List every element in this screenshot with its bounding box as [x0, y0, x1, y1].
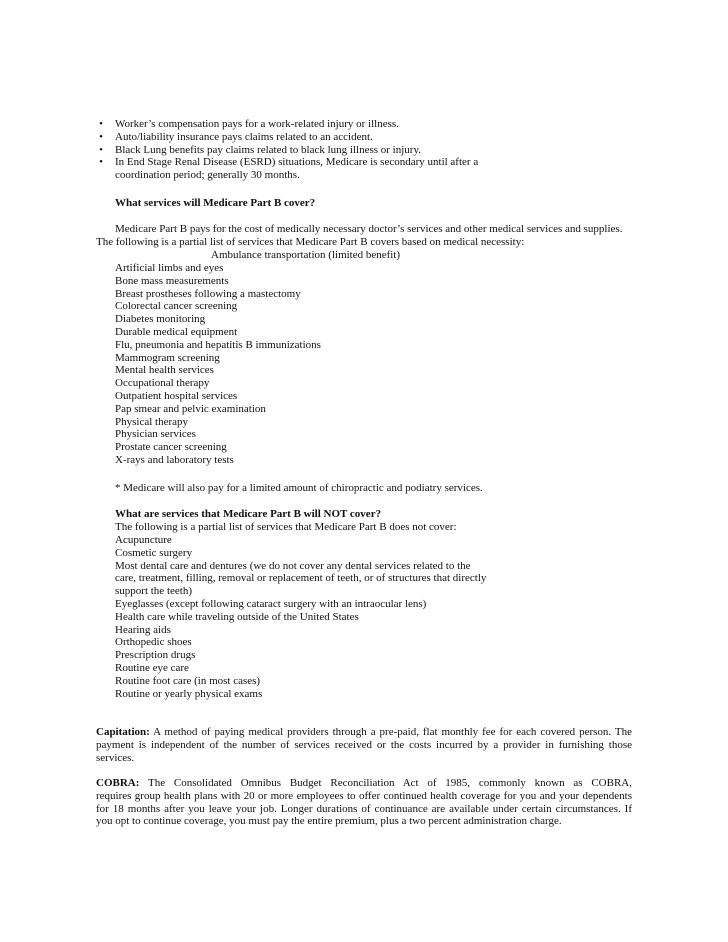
covered-service-item: Ambulance transportation (limited benefit)	[211, 249, 401, 261]
capitation-definition: Capitation: A method of paying medical providers through a pre-paid, flat monthly fee for each covered person. The payment is independent of the number of services received or the costs incurred by a provider in furnishing those services.	[96, 726, 632, 764]
payer-bullet-list	[96, 118, 656, 182]
part-b-cover-heading: What services will Medicare Part B cover?	[115, 197, 316, 209]
not-covered-service-item: Eyeglasses (except following cataract surgery with an intraocular lens)	[115, 597, 427, 610]
not-covered-service-item: Routine or yearly physical exams	[115, 687, 263, 700]
not-covered-service-item: Acupuncture	[115, 534, 172, 546]
covered-service-item: Mental health services	[115, 364, 214, 377]
bullet-item: • Auto/liability insurance pays claims related to an accident.	[96, 131, 656, 144]
covered-service-item: Prostate cancer screening	[115, 441, 227, 454]
not-covered-service-item: Health care while traveling outside of the United States	[115, 610, 359, 623]
bullet-icon: •	[99, 118, 103, 130]
part-b-intro-line-1: Medicare Part B pays for the cost of medically necessary doctor’s services and other medical services and supplies.	[115, 223, 623, 235]
not-covered-service-item: Prescription drugs	[115, 649, 196, 662]
covered-service-item: Artificial limbs and eyes	[115, 262, 224, 274]
covered-service-item: Colorectal cancer screening	[115, 300, 238, 313]
cobra-term: COBRA:	[96, 777, 140, 789]
capitation-term: Capitation:	[96, 726, 150, 738]
covered-service-item: Physical therapy	[115, 415, 189, 428]
covered-service-item: Flu, pneumonia and hepatitis B immunizations	[115, 338, 321, 351]
not-covered-services-list	[115, 534, 486, 700]
not-covered-service-item: care, treatment, filling, removal or replacement of teeth, or of structures that directly	[115, 572, 487, 585]
covered-service-item: Breast prostheses following a mastectomy	[115, 287, 301, 300]
covered-service-item: Diabetes monitoring	[115, 313, 206, 326]
not-covered-service-item: Cosmetic surgery	[115, 546, 193, 559]
bullet-icon: •	[99, 130, 103, 143]
covered-services-list	[115, 262, 321, 467]
bullet-continuation: coordination period; generally 30 months.	[115, 169, 300, 182]
not-covered-service-item: Orthopedic shoes	[115, 636, 192, 649]
bullet-icon: •	[99, 143, 103, 156]
covered-service-item: Occupational therapy	[115, 377, 210, 390]
part-b-not-cover-heading: What are services that Medicare Part B will NOT cover?	[115, 508, 382, 520]
bullet-item: • In End Stage Renal Disease (ESRD) situations, Medicare is secondary until after a	[96, 156, 656, 169]
not-covered-service-item: Most dental care and dentures (we do not cover any dental services related to the	[115, 559, 471, 572]
covered-service-item: Bone mass measurements	[115, 274, 229, 287]
not-covered-service-item: Routine foot care (in most cases)	[115, 674, 261, 687]
chiropractic-note: * Medicare will also pay for a limited amount of chiropractic and podiatry services.	[115, 482, 483, 494]
covered-service-item: Physician services	[115, 428, 196, 441]
part-b-intro-line-2: The following is a partial list of services that Medicare Part B covers based on medical necessity:	[96, 236, 525, 248]
cobra-definition: COBRA: The Consolidated Omnibus Budget Reconciliation Act of 1985, commonly known as COBRA, requires group health plans with 20 or more employees to offer continued health coverage for you and your dependents for 18 months after you leave your job. Longer durations of continuance are available under certain circumstances. If you opt to continue coverage, you must pay the entire premium, plus a two percent administration charge.	[96, 777, 632, 828]
bullet-icon: •	[99, 156, 103, 169]
covered-service-item: Durable medical equipment	[115, 325, 238, 338]
bullet-item: • Black Lung benefits pay claims related to black lung illness or injury.	[96, 144, 656, 157]
covered-service-item: X-rays and laboratory tests	[115, 453, 234, 466]
not-covered-service-item: support the teeth)	[115, 585, 192, 598]
bullet-item: • Worker’s compensation pays for a work-related injury or illness.	[96, 118, 656, 131]
covered-service-item: Outpatient hospital services	[115, 389, 238, 402]
not-covered-service-item: Routine eye care	[115, 661, 189, 674]
not-covered-service-item: Hearing aids	[115, 623, 171, 636]
covered-service-item: Pap smear and pelvic examination	[115, 402, 266, 415]
covered-service-item: Mammogram screening	[115, 351, 220, 364]
not-cover-intro: The following is a partial list of services that Medicare Part B does not cover:	[115, 521, 457, 533]
